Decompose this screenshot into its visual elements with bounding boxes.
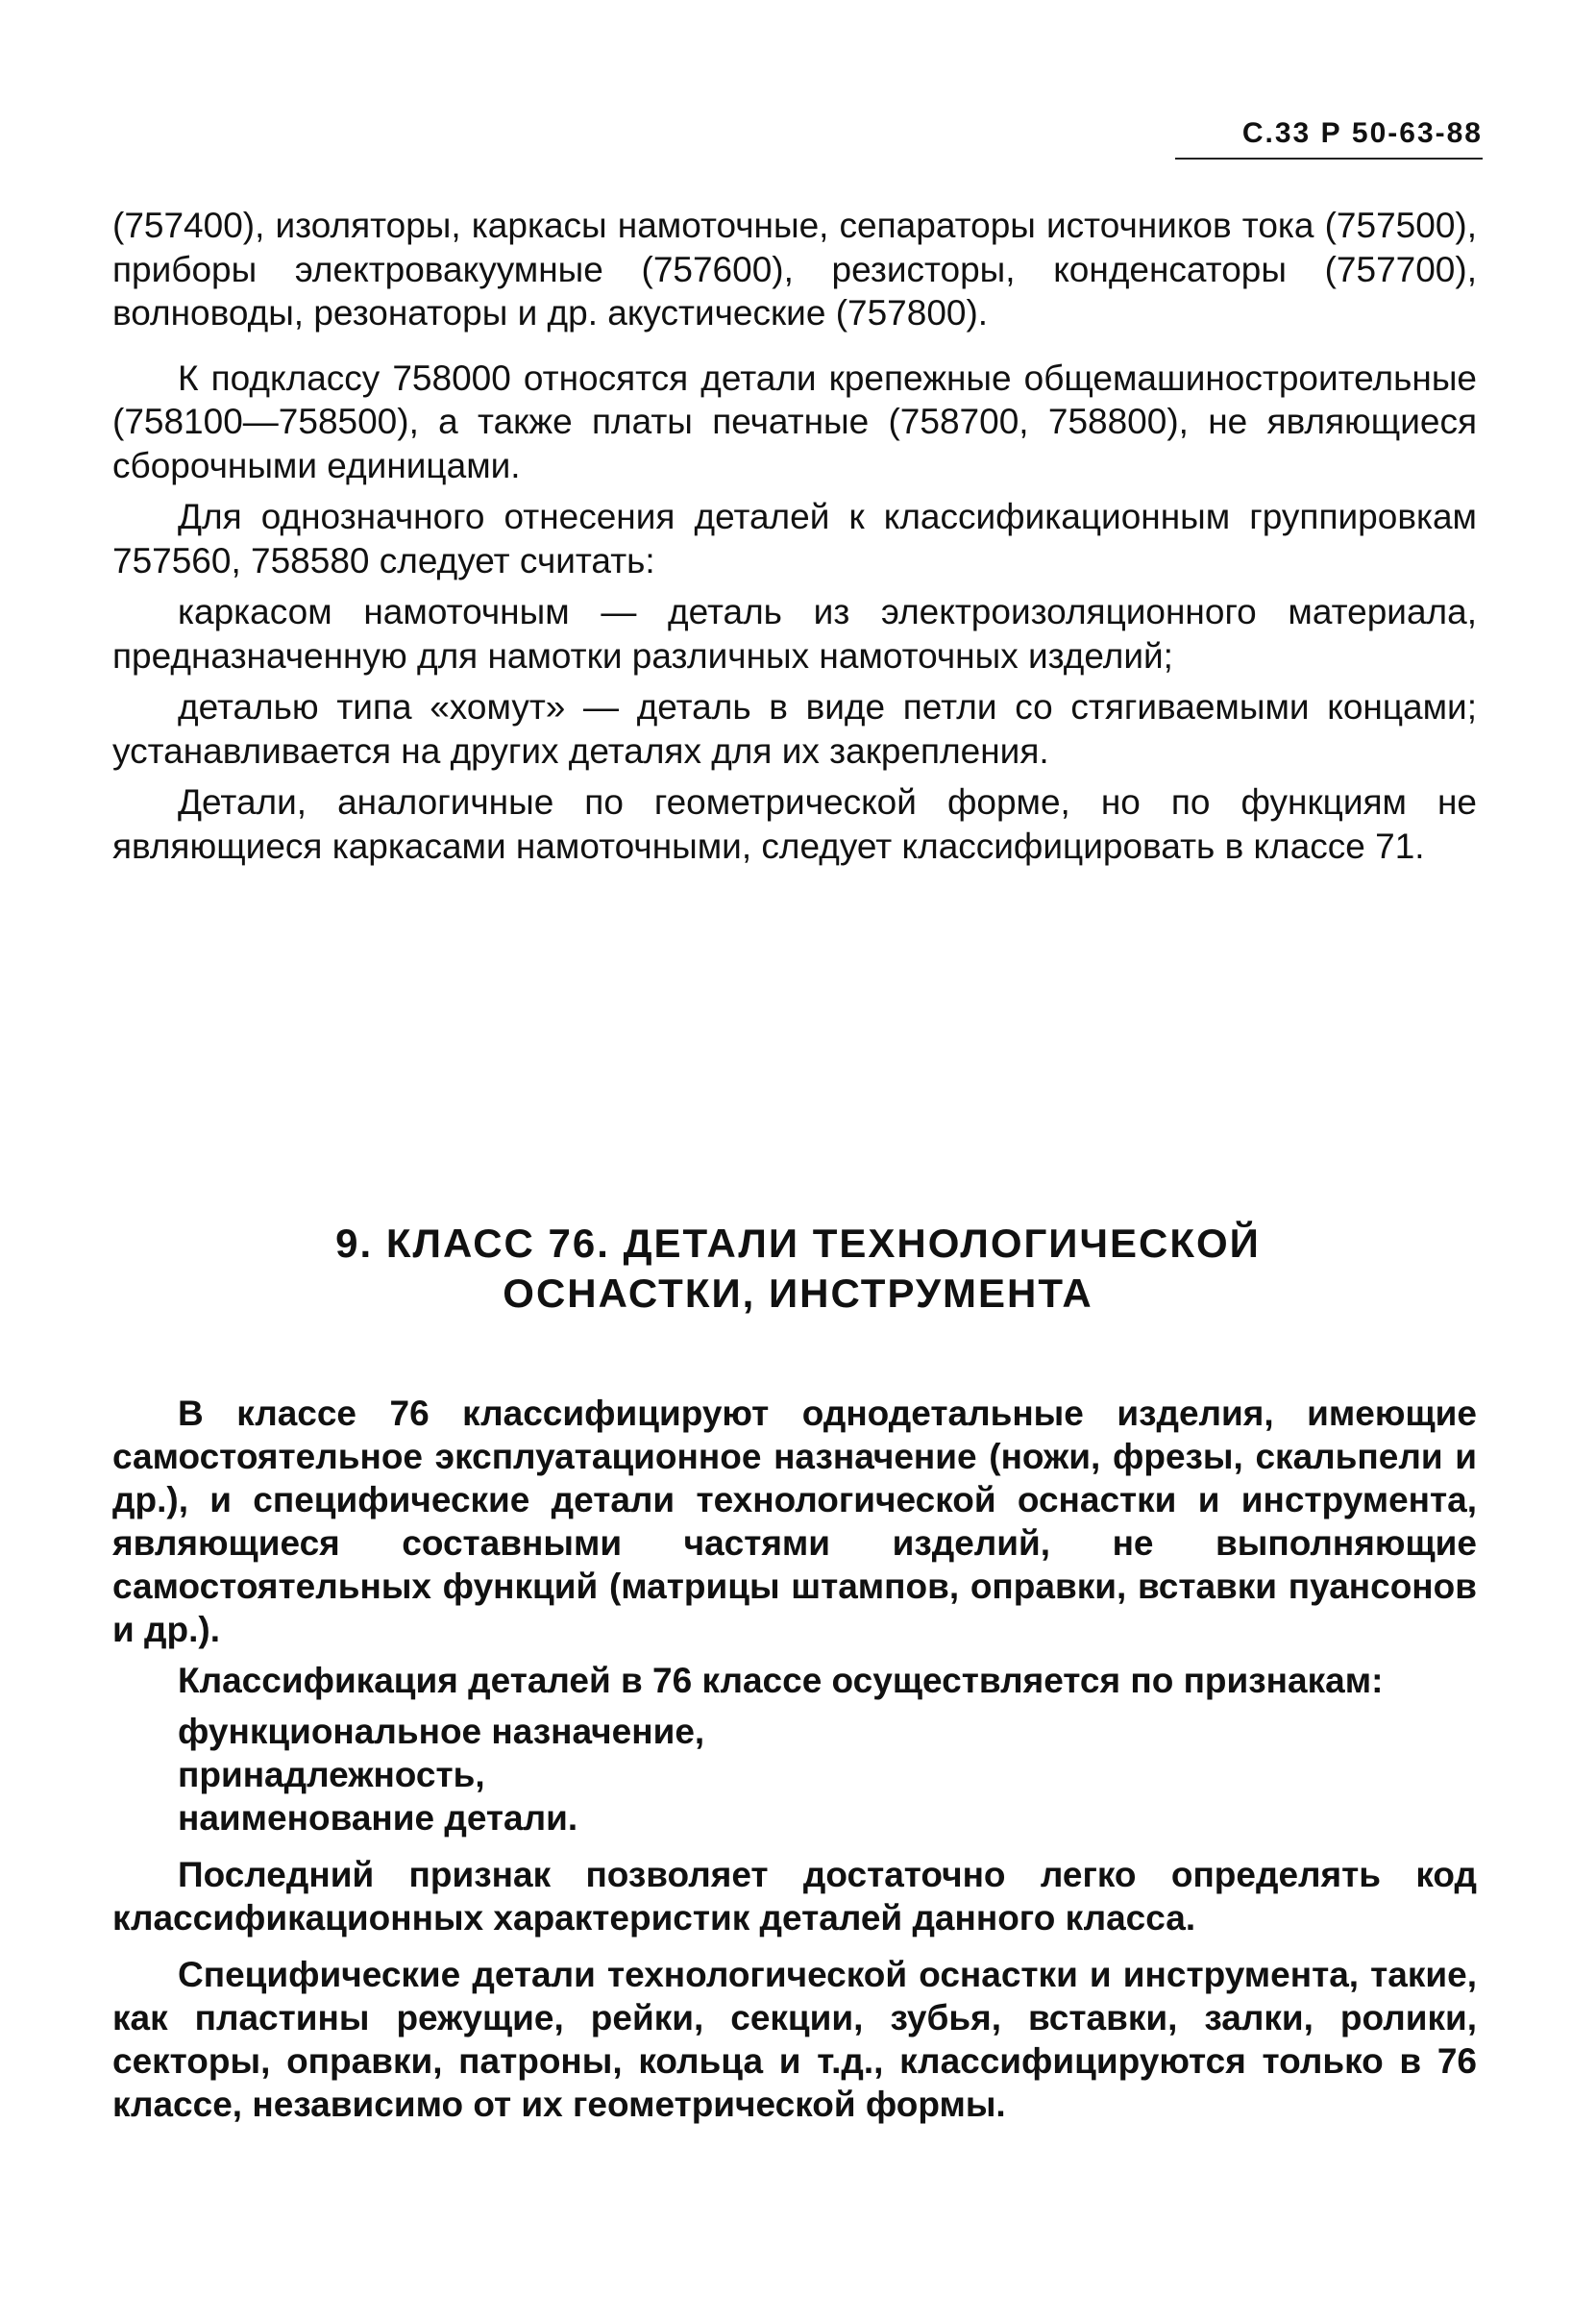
section-heading-line-1: 9. КЛАСС 76. ДЕТАЛИ ТЕХНОЛОГИЧЕСКОЙ: [335, 1221, 1261, 1266]
section-heading-line-2: ОСНАСТКИ, ИНСТРУМЕНТА: [503, 1271, 1093, 1316]
paragraph-specific-details: Специфические детали технологической оснастки и инструмента, такие, как пластины режущие, рейки, секции, зубья, вставки, залки, ролики, секторы, оправки, патроны, кольца и т.д., классифицируются только в 76 классе, независимо от их геометрической формы.: [112, 1955, 1477, 2124]
section-1-text: [112, 204, 1477, 889]
section-heading: [0, 1219, 1596, 1319]
definition-winding-frame: каркасом намоточным — деталь из электроизоляционного материала, предназначенную для намотки различных намоточных изделий;: [112, 592, 1477, 676]
paragraph-subclass-758000: К подклассу 758000 относятся детали крепежные общемашиностроительные (758100—758500), а также платы печатные (758700, 758800), не являющиеся сборочными единицами.: [112, 358, 1477, 485]
paragraph-last-criterion: Последний признак позволяет достаточно легко определять код классификационных характеристик деталей данного класса.: [112, 1855, 1477, 1938]
definition-clamp: деталью типа «хомут» — деталь в виде петли со стягиваемыми концами; устанавливается на других деталях для их закрепления.: [112, 687, 1477, 771]
paragraph-continuation: (757400), изоляторы, каркасы намоточные, сепараторы источников тока (757500), приборы электровакуумные (757600), резисторы, конденсаторы (757700), волноводы, резонаторы и др. акустические (757800).: [112, 206, 1477, 333]
criteria-item-function: функциональное назначение,: [178, 1712, 705, 1751]
paragraph-class-71-note: Детали, аналогичные по геометрической форме, но по функциям не являющиеся каркасами намоточными, следует классифицировать в классе 71.: [112, 782, 1477, 866]
paragraph-class-76-intro: В классе 76 классифицируют однодетальные изделия, имеющие самостоятельное эксплуатационное назначение (ножи, фрезы, скальпели и др.), и специфические детали технологической оснастки и инструмента, являющиеся составными частями изделий, не выполняющие самостоятельных функций (матрицы штампов, оправки, вставки пуансонов и др.).: [112, 1394, 1477, 1649]
page-reference-header: С.33 Р 50-63-88: [1175, 117, 1483, 160]
paragraph-classification-criteria: Классификация деталей в 76 классе осуществляется по признакам:: [178, 1661, 1384, 1700]
section-2-text: [112, 1392, 1477, 2134]
paragraph-classification-rule: Для однозначного отнесения деталей к классификационным группировкам 757560, 758580 следует считать:: [112, 497, 1477, 580]
criteria-item-name: наименование детали.: [178, 1798, 578, 1838]
criteria-item-affiliation: принадлежность,: [178, 1755, 485, 1794]
